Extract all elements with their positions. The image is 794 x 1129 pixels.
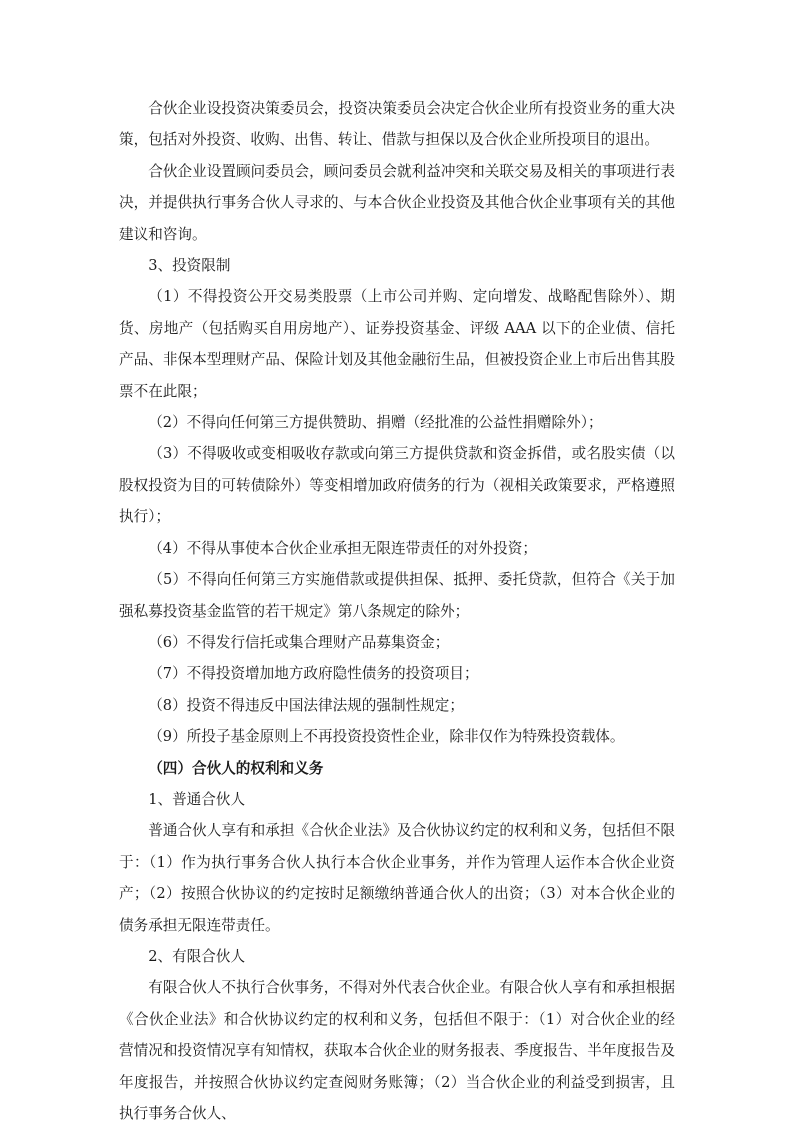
restriction-item-3: （3）不得吸收或变相吸收存款或向第三方提供贷款和资金拆借，或名股实债（以股权投资为目的可转债除外）等变相增加政府债务的行为（视相关政策要求，严格遵照执行）；	[119, 445, 675, 526]
restriction-item-5: （5）不得向任何第三方实施借款或提供担保、抵押、委托贷款，但符合《关于加强私募投资基金监管的若干规定》第八条规定的除外；	[119, 571, 675, 620]
paragraph-general-partner-rights: 普通合伙人享有和承担《合伙企业法》及合伙协议约定的权利和义务，包括但不限于：（1）作为执行事务合伙人执行本合伙企业事务，并作为管理人运作本合伙企业资产；（2）按照合伙协议的约定按时足额缴纳普通合伙人的出资；（3）对本合伙企业的债务承担无限连带责任。	[119, 822, 675, 934]
subheading-limited-partner: 2、有限合伙人	[148, 947, 246, 965]
paragraph-advisory-committee: 合伙企业设置顾问委员会，顾问委员会就利益冲突和关联交易及相关的事项进行表决，并提供执行事务合伙人寻求的、与本合伙企业投资及其他合伙企业事项有关的其他建议和咨询。	[119, 162, 675, 243]
paragraph-limited-partner-rights: 有限合伙人不执行合伙事务，不得对外代表合伙企业。有限合伙人享有和承担根据《合伙企业法》和合伙协议约定的权利和义务，包括但不限于：（1）对合伙企业的经营情况和投资情况享有知情权，获取本合伙企业的财务报表、季度报告、半年度报告及年度报告，并按照合伙协议约定查阅财务账簿；（2）当合伙企业的利益受到损害，且执行事务合伙人、	[119, 979, 675, 1122]
subheading-general-partner: 1、普通合伙人	[148, 790, 246, 808]
document-body	[119, 93, 675, 1129]
restriction-item-9: （9）所投子基金原则上不再投资投资性企业，除非仅作为特殊投资载体。	[148, 728, 625, 746]
paragraph-investment-committee: 合伙企业设投资决策委员会，投资决策委员会决定合伙企业所有投资业务的重大决策，包括对外投资、收购、出售、转让、借款与担保以及合伙企业所投项目的退出。	[119, 100, 675, 149]
restriction-item-4: （4）不得从事使本合伙企业承担无限连带责任的对外投资；	[148, 539, 537, 557]
restriction-item-8: （8）投资不得违反中国法律法规的强制性规定；	[148, 696, 464, 714]
restriction-item-7: （7）不得投资增加地方政府隐性债务的投资项目；	[148, 665, 479, 683]
section-heading-partner-rights: （四）合伙人的权利和义务	[148, 759, 324, 777]
restriction-item-6: （6）不得发行信托或集合理财产品募集资金；	[148, 633, 450, 651]
subheading-investment-restrictions: 3、投资限制	[148, 257, 231, 275]
restriction-item-2: （2）不得向任何第三方提供赞助、捐赠（经批准的公益性捐赠除外）；	[148, 414, 603, 432]
restriction-item-1: （1）不得投资公开交易类股票（上市公司并购、定向增发、战略配售除外）、期货、房地产（包括购买自用房地产）、证券投资基金、评级 AAA 以下的企业债、信托产品、非保本型理财产品、保险计划及其他金融衍生品，但被投资企业上市后出售其股票不在此限；	[119, 288, 675, 400]
